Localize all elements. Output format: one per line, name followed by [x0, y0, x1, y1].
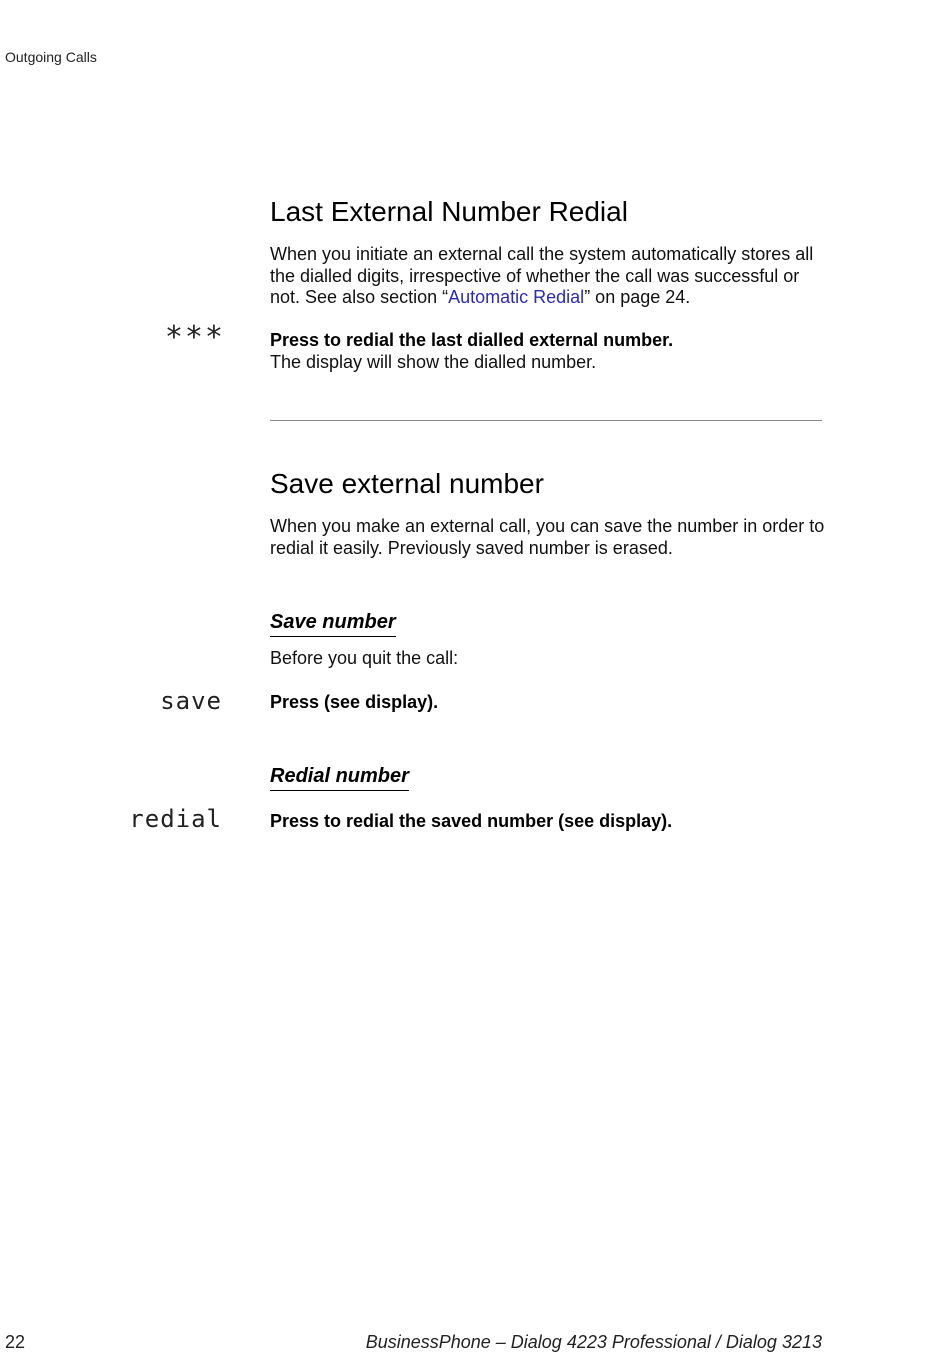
redial-display-key[interactable]: redial — [129, 805, 222, 833]
intro-text-before-link: When you initiate an external call the system automatically stores all the dialled digits, irrespective of whether the call was successful or not. See also section “ — [270, 244, 814, 307]
last-redial-note: The display will show the dialled number. — [270, 352, 597, 372]
intro-text-after-link: ” on page 24. — [584, 287, 691, 307]
save-instruction: Press (see display). — [270, 692, 439, 712]
redial-instruction: Press to redial the saved number (see display). — [270, 811, 673, 831]
running-header: Outgoing Calls — [5, 49, 97, 65]
save-external-intro: When you make an external call, you can save the number in order to redial it easily. Previously saved number is erased. — [270, 516, 825, 558]
section-title-save-external: Save external number — [270, 468, 544, 499]
page-number: 22 — [5, 1332, 26, 1352]
section-title-last-external-redial: Last External Number Redial — [270, 196, 628, 227]
automatic-redial-link[interactable]: Automatic Redial — [448, 287, 585, 307]
subheading-save-number: Save number — [270, 610, 396, 637]
save-display-key[interactable]: save — [160, 687, 222, 715]
subheading-redial-number: Redial number — [270, 764, 409, 791]
last-redial-instruction: Press to redial the last dialled external number. — [270, 330, 674, 350]
star-key-label: *** — [164, 320, 225, 355]
save-precondition: Before you quit the call: — [270, 648, 459, 668]
section-divider — [270, 420, 822, 421]
footer-product-title: BusinessPhone – Dialog 4223 Professional / Dialog 3213 — [365, 1332, 822, 1352]
last-redial-intro — [270, 244, 830, 309]
